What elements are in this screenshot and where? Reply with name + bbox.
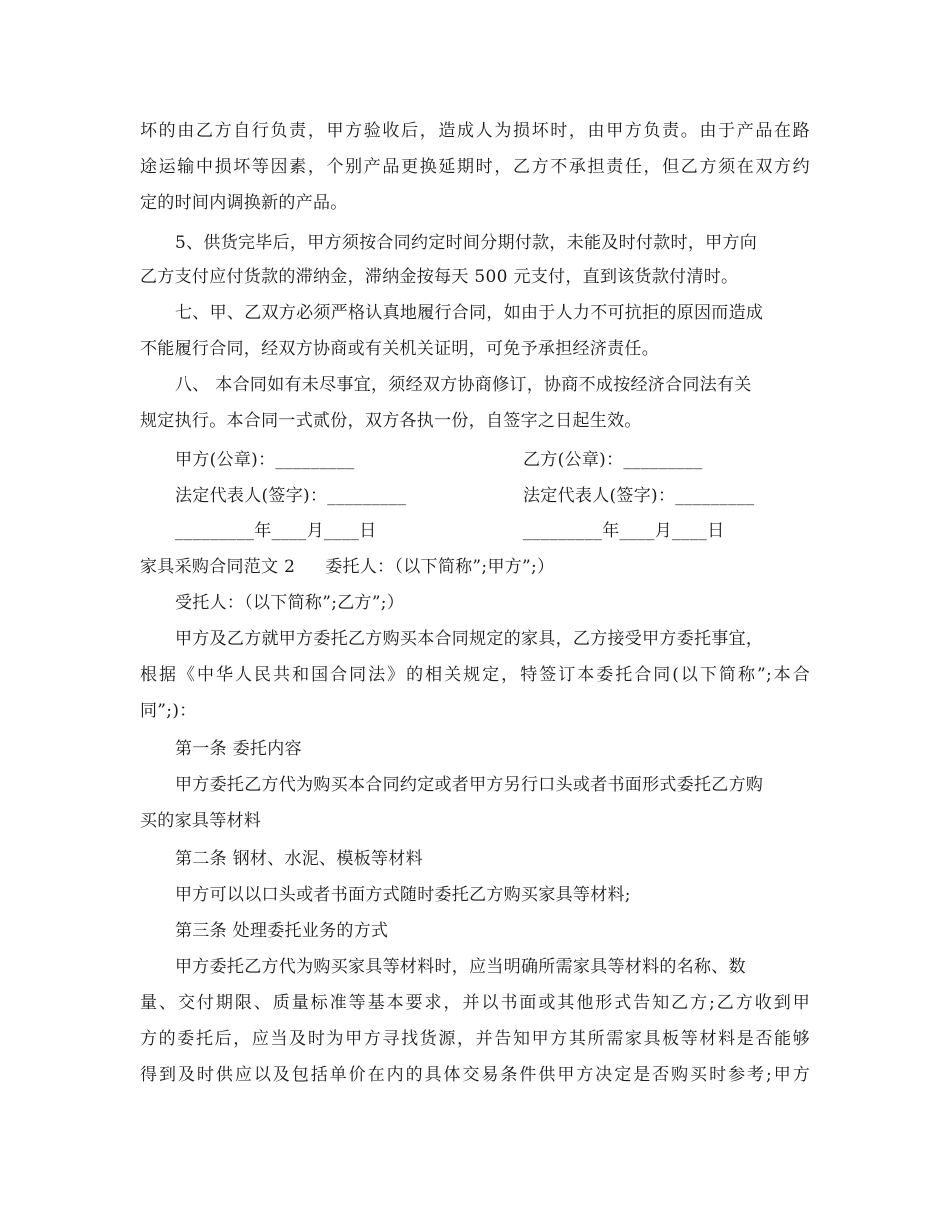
paragraph-line: 规定执行。本合同一式贰份，双方各执一份，自签字之日起生效。 [140, 411, 642, 431]
paragraph-line: 坏的由乙方自行负责，甲方验收后，造成人为损坏时，由甲方负责。由于产品在路 [140, 121, 810, 141]
party-a-date-field: _________年____月____日 [175, 521, 377, 541]
paragraph-line: 乙方支付应付货款的滞纳金，滞纳金按每天 500 元支付，直到该货款付清时。 [140, 267, 739, 287]
paragraph-line: 买的家具等材料 [140, 811, 262, 831]
party-b-representative-field: 法定代表人(签字)：_________ [523, 486, 755, 506]
article-2-title: 第二条 钢材、水泥、模板等材料 [175, 849, 423, 869]
article-3-title: 第三条 处理委托业务的方式 [175, 921, 389, 941]
sample-2-title: 家具采购合同范文 2 [140, 557, 296, 577]
paragraph-line: 甲方可以以口头或者书面方式随时委托乙方购买家具等材料; [175, 885, 631, 905]
trustee-party-line: 受托人：（以下简称”;乙方”;） [175, 593, 405, 613]
party-b-seal-field: 乙方(公章)：_________ [523, 450, 703, 470]
paragraph-line: 5、供货完毕后，甲方须按合同约定时间分期付款，未能及时付款时，甲方向 [175, 233, 758, 253]
paragraph-line: 途运输中损坏等因素，个别产品更换延期时，乙方不承担责任，但乙方须在双方约 [140, 157, 810, 177]
paragraph-line: 得到及时供应以及包括单价在内的具体交易条件供甲方决定是否购买时参考;甲方 [140, 1065, 810, 1085]
paragraph-line: 同”;)： [140, 701, 197, 721]
paragraph-line: 八、 本合同如有未尽事宜，须经双方协商修订，协商不成按经济合同法有关 [175, 375, 752, 395]
sample-2-heading-line [140, 556, 554, 578]
paragraph-line: 甲方及乙方就甲方委托乙方购买本合同规定的家具，乙方接受甲方委托事宜， [175, 629, 764, 649]
paragraph-line: 不能履行合同，经双方协商或有关机关证明，可免予承担经济责任。 [140, 339, 659, 359]
paragraph-line: 定的时间内调换新的产品。 [140, 193, 348, 213]
party-a-seal-field: 甲方(公章)：_________ [175, 450, 355, 470]
paragraph-line: 根据《中华人民共和国合同法》的相关规定，特签订本委托合同(以下简称”;本合 [140, 665, 810, 685]
party-a-representative-field: 法定代表人(签字)：_________ [175, 486, 407, 506]
paragraph-line: 量、交付期限、质量标准等基本要求，并以书面或其他形式告知乙方;乙方收到甲 [140, 993, 810, 1013]
party-b-date-field: _________年____月____日 [523, 521, 725, 541]
article-1-title: 第一条 委托内容 [175, 739, 302, 759]
paragraph-line: 甲方委托乙方代为购买本合同约定或者甲方另行口头或者书面形式委托乙方购 [175, 775, 764, 795]
paragraph-line: 方的委托后，应当及时为甲方寻找货源，并告知甲方其所需家具板等材料是否能够 [140, 1029, 810, 1049]
entrusting-party-line: 委托人：（以下简称”;甲方”;） [325, 557, 555, 577]
paragraph-line: 七、甲、乙双方必须严格认真地履行合同，如由于人力不可抗拒的原因而造成 [175, 303, 764, 323]
paragraph-line: 甲方委托乙方代为购买家具等材料时，应当明确所需家具等材料的名称、数 [175, 957, 746, 977]
